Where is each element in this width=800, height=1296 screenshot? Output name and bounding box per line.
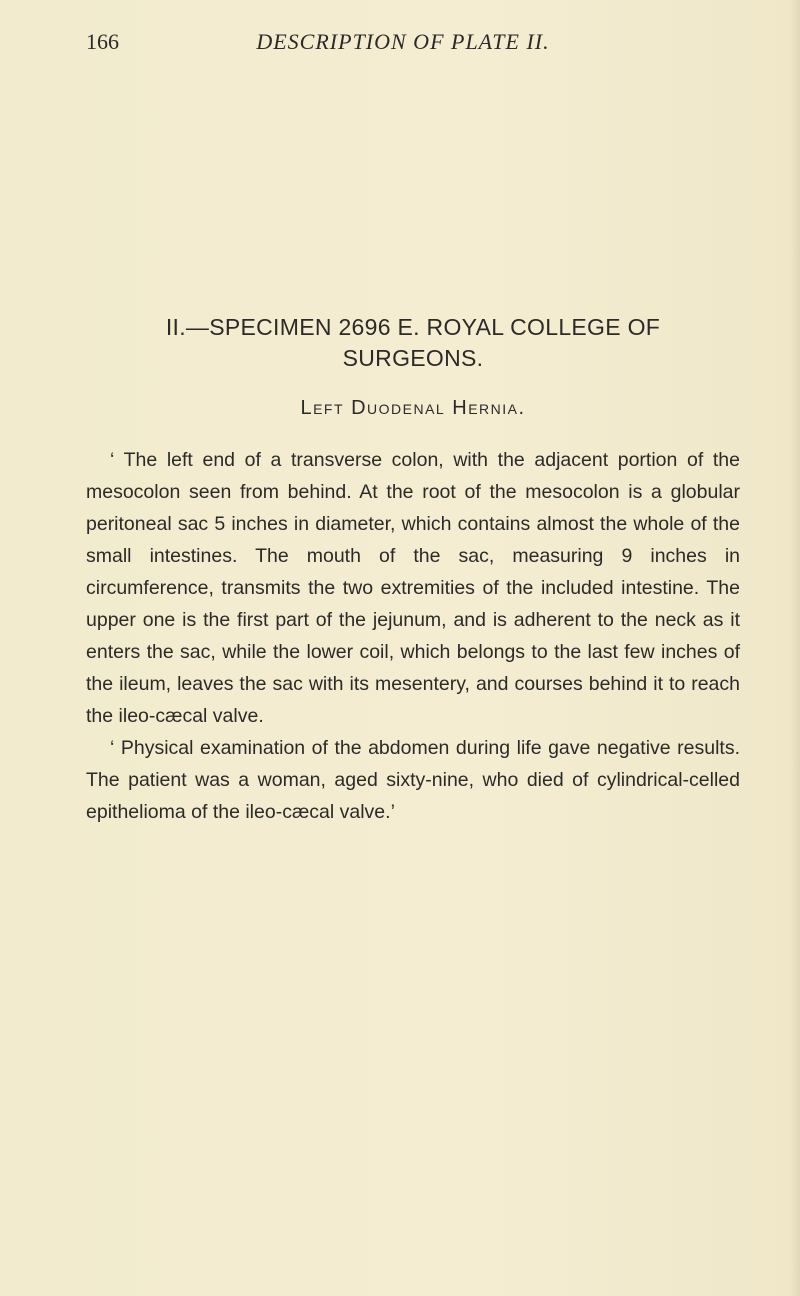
page-number: 166: [86, 29, 119, 54]
paragraph: ‘ The left end of a transverse colon, with the adjacent portion of the mesocolon seen from behind. At the root of the mesocolon is a globular peritoneal sac 5 inches in diameter, which contains almost the whole of the small intestines. The mouth of the sac, measuring 9 inches in circumference, transmits the two extremities of the included intestine. The upper one is the first part of the jejunum, and is adherent to the neck as it enters the sac, while the lower coil, which belongs to the last few inches of the ileum, leaves the sac with its mesentery, and courses behind it to reach the ileo-cæcal valve.: [86, 449, 740, 727]
running-title: DESCRIPTION OF PLATE II.: [256, 29, 550, 54]
paragraph: ‘ Physical examination of the abdomen during life gave negative results. The patient was a woman, aged sixty-nine, who died of cylindrical-celled epithelioma of the ileo-cæcal valve.’: [86, 737, 740, 823]
running-head: [86, 26, 720, 58]
page-edge-shadow: [790, 0, 800, 1296]
section-heading-line-1: II.—SPECIMEN 2696 E. ROYAL COLLEGE OF: [165, 314, 661, 340]
section-heading: [86, 312, 740, 374]
section-heading-line-2: SURGEONS.: [342, 345, 484, 371]
section-subheading: Left Duodenal Hernia.: [300, 397, 526, 419]
body-text: [86, 444, 740, 828]
